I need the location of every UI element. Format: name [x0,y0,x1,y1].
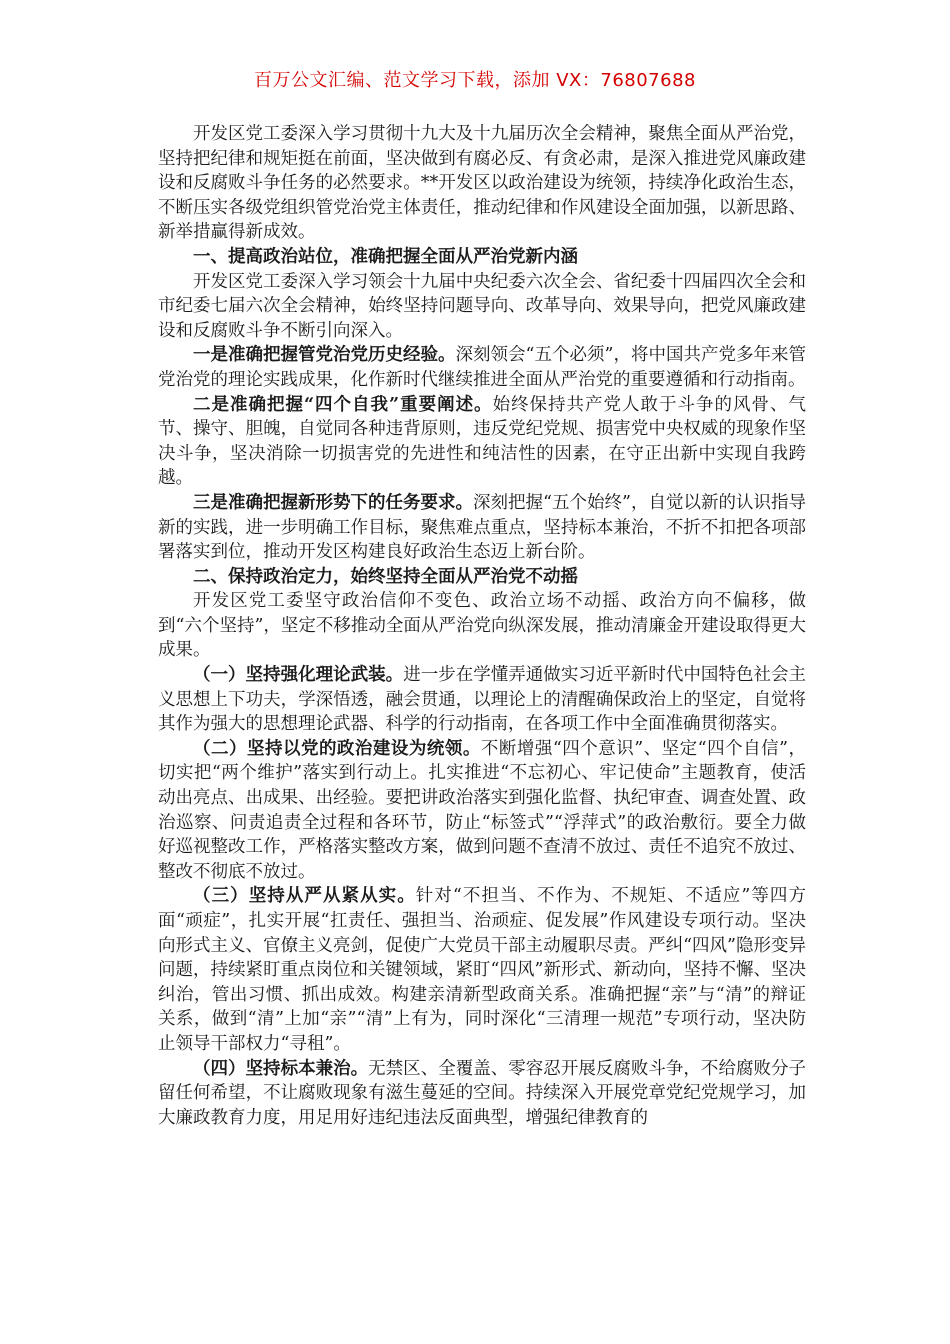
point-3: 三是准确把握新形势下的任务要求。深刻把握“五个始终”，自觉以新的认识指导新的实践，进一步明确工作目标，聚焦难点重点，坚持标本兼治，不折不扣把各项部署落实到位，推动开发区构建良好政治生态迈上新台阶。 [158,492,806,563]
item-2: （二）坚持以党的政治建设为统领。不断增强“四个意识”、坚定“四个自信”，切实把“两个维护”落实到行动上。扎实推进“不忘初心、牢记使命”主题教育，使活动出亮点、出成果、出经验。要把讲政治落实到强化监督、执纪审查、调查处置、政治巡察、问责追责全过程和各环节，防止“标签式”“浮萍式”的政治敷衍。要全力做好巡视整改工作，严格落实整改方案，做到问题不查清不放过、责任不追究不放过、整改不彻底不放过。 [158,738,806,882]
item-1-lead: （一）坚持强化理论武装。 [193,665,404,686]
watermark-header: 百万公文汇编、范文学习下载，添加 VX：76807688 [254,70,696,91]
section-2-intro: 开发区党工委坚守政治信仰不变色、政治立场不动摇、政治方向不偏移，做到“六个坚持”，坚定不移推动全面从严治党向纵深发展，推动清廉金开建设取得更大成果。 [158,591,806,661]
item-4: （四）坚持标本兼治。无禁区、全覆盖、零容忍开展反腐败斗争，不给腐败分子留任何希望，不让腐败现象有滋生蔓延的空间。持续深入开展党章党纪党规学习，加大廉政教育力度，用足用好违纪违法反面典型，增强纪律教育的 [158,1058,807,1128]
point-2: 二是准确把握“四个自我”重要阐述。始终保持共产党人敢于斗争的风骨、气节、操守、胆魄，自觉同各种违背原则，违反党纪党规、损害党中央权威的现象作坚决斗争，坚决消除一切损害党的先进性和纯洁性的因素，在守正出新中实现自我跨越。 [158,394,806,489]
point-1-lead: 一是准确把握管党治党历史经验。 [193,345,456,366]
section-heading-2: 二、保持政治定力，始终坚持全面从严治党不动摇 [193,566,578,587]
section-1-intro: 开发区党工委深入学习领会十九届中央纪委六次全会、省纪委十四届四次全会和市纪委七届六次全会精神，始终坚持问题导向、改革导向、效果导向，把党风廉政建设和反腐败斗争不断引向深入。 [158,271,806,341]
item-1: （一）坚持强化理论武装。进一步在学懂弄通做实习近平新时代中国特色社会主义思想上下功夫，学深悟透，融会贯通，以理论上的清醒确保政治上的坚定，自觉将其作为强大的思想理论武器、科学的行动指南，在各项工作中全面准确贯彻落实。 [158,665,807,735]
item-4-lead: （四）坚持标本兼治。 [193,1058,369,1079]
point-2-lead: 二是准确把握“四个自我”重要阐述。 [193,394,493,415]
point-3-lead: 三是准确把握新形势下的任务要求。 [193,492,474,513]
intro-paragraph: 开发区党工委深入学习贯彻十九大及十九届历次全会精神，聚焦全面从严治党，坚持把纪律和规矩挺在前面，坚决做到有腐必反、有贪必肃，是深入推进党风廉政建设和反腐败斗争任务的必然要求。**开发区以政治建设为统领，持续净化政治生态，不断压实各级党组织管党治党主体责任，推动纪律和作风建设全面加强，以新思路、新举措赢得新成效。 [158,124,806,243]
point-1: 一是准确把握管党治党历史经验。深刻领会“五个必须”，将中国共产党多年来管党治党的理论实践成果，化作新时代继续推进全面从严治党的重要遵循和行动指南。 [158,345,806,390]
document-body [158,122,806,1130]
section-heading-1: 一、提高政治站位，准确把握全面从严治党新内涵 [193,246,578,267]
item-3-lead: （三）坚持从严从紧从实。 [193,886,416,907]
item-2-lead: （二）坚持以党的政治建设为统领。 [193,738,481,759]
item-3: （三）坚持从严从紧从实。针对“不担当、不作为、不规矩、不适应”等四方面“顽症”，扎实开展“扛责任、强担当、治顽症、促发展”作风建设专项行动。坚决向形式主义、官僚主义亮剑，促使广大党员干部主动履职尽责。严纠“四风”隐形变异问题，持续紧盯重点岗位和关键领域，紧盯“四风”新形式、新动向，坚持不懈、坚决纠治，管出习惯、抓出成效。构建亲清新型政商关系。准确把握“亲”与“清”的辩证关系，做到“清”上加“亲”“清”上有为，同时深化“三清理一规范”专项行动，坚决防止领导干部权力“寻租”。 [158,886,806,1054]
